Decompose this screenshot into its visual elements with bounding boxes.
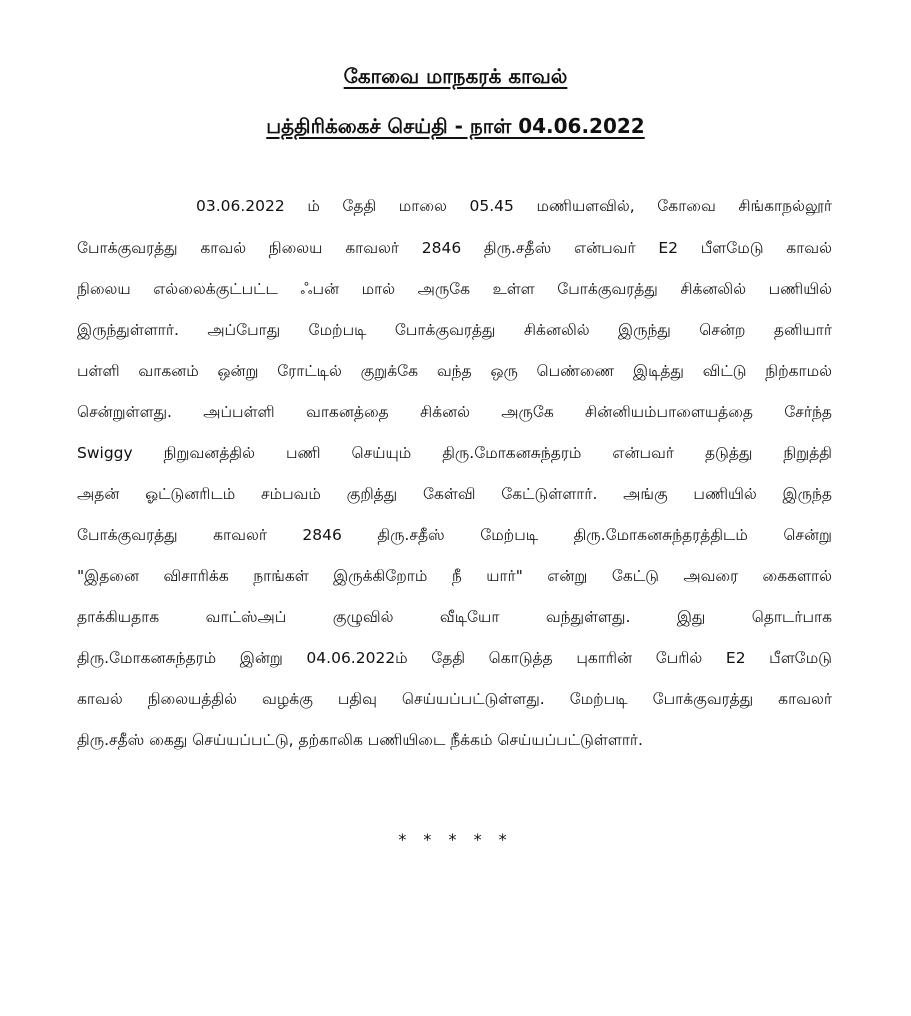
body-line: போக்குவரத்து காவல் நிலைய காவலர் 2846 திரு.சதீஸ் என்பவர் E2 பீளமேடு காவல் xyxy=(77,239,832,257)
body-line: இருந்துள்ளார். அப்போது மேற்படி போக்குவரத்து சிக்னலில் இருந்து சென்ற தனியார் xyxy=(77,321,832,339)
body-line: "இதனை விசாரிக்க நாங்கள் இருக்கிறோம் நீ யார்" என்று கேட்டு அவரை கைகளால் xyxy=(77,567,832,585)
body-line: அதன் ஓட்டுனரிடம் சம்பவம் குறித்து கேள்வி கேட்டுள்ளார். அங்கு பணியில் இருந்த xyxy=(77,485,832,503)
body-line: சென்றுள்ளது. அப்பள்ளி வாகனத்தை சிக்னல் அருகே சின்னியம்பாளையத்தை சேர்ந்த xyxy=(77,403,832,421)
body-line: காவல் நிலையத்தில் வழக்கு பதிவு செய்யப்பட்டுள்ளது. மேற்படி போக்குவரத்து காவலர் xyxy=(77,690,832,708)
document-subtitle-text: பத்திரிக்கைச் செய்தி - நாள் 04.06.2022 xyxy=(266,114,645,138)
body-line: திரு.சதீஸ் கைது செய்யப்பட்டு, தற்காலிக பணியிடை நீக்கம் செய்யப்பட்டுள்ளார். xyxy=(77,731,643,749)
body-line: தாக்கியதாக வாட்ஸ்அப் குழுவில் வீடியோ வந்துள்ளது. இது தொடர்பாக xyxy=(77,608,832,626)
body-line: Swiggy நிறுவனத்தில் பணி செய்யும் திரு.மோகனசுந்தரம் என்பவர் தடுத்து நிறுத்தி xyxy=(77,444,832,462)
document-title xyxy=(0,62,911,90)
document-title-text: கோவை மாநகரக் காவல் xyxy=(343,64,568,88)
body-line: போக்குவரத்து காவலர் 2846 திரு.சதீஸ் மேற்படி திரு.மோகனசுந்தரத்திடம் சென்று xyxy=(77,526,832,544)
end-mark: * * * * * xyxy=(398,830,513,849)
document-subtitle xyxy=(0,112,911,140)
body-line: பள்ளி வாகனம் ஒன்று ரோட்டில் குறுக்கே வந்த ஒரு பெண்ணை இடித்து விட்டு நிற்காமல் xyxy=(77,362,832,380)
body-line: 03.06.2022 ம் தேதி மாலை 05.45 மணியளவில், கோவை சிங்காநல்லூர் xyxy=(196,197,832,215)
body-line: திரு.மோகனசுந்தரம் இன்று 04.06.2022ம் தேதி கொடுத்த புகாரின் பேரில் E2 பீளமேடு xyxy=(77,649,832,667)
body-line: நிலைய எல்லைக்குட்பட்ட ஃபன் மால் அருகே உள்ள போக்குவரத்து சிக்னலில் பணியில் xyxy=(77,280,832,298)
